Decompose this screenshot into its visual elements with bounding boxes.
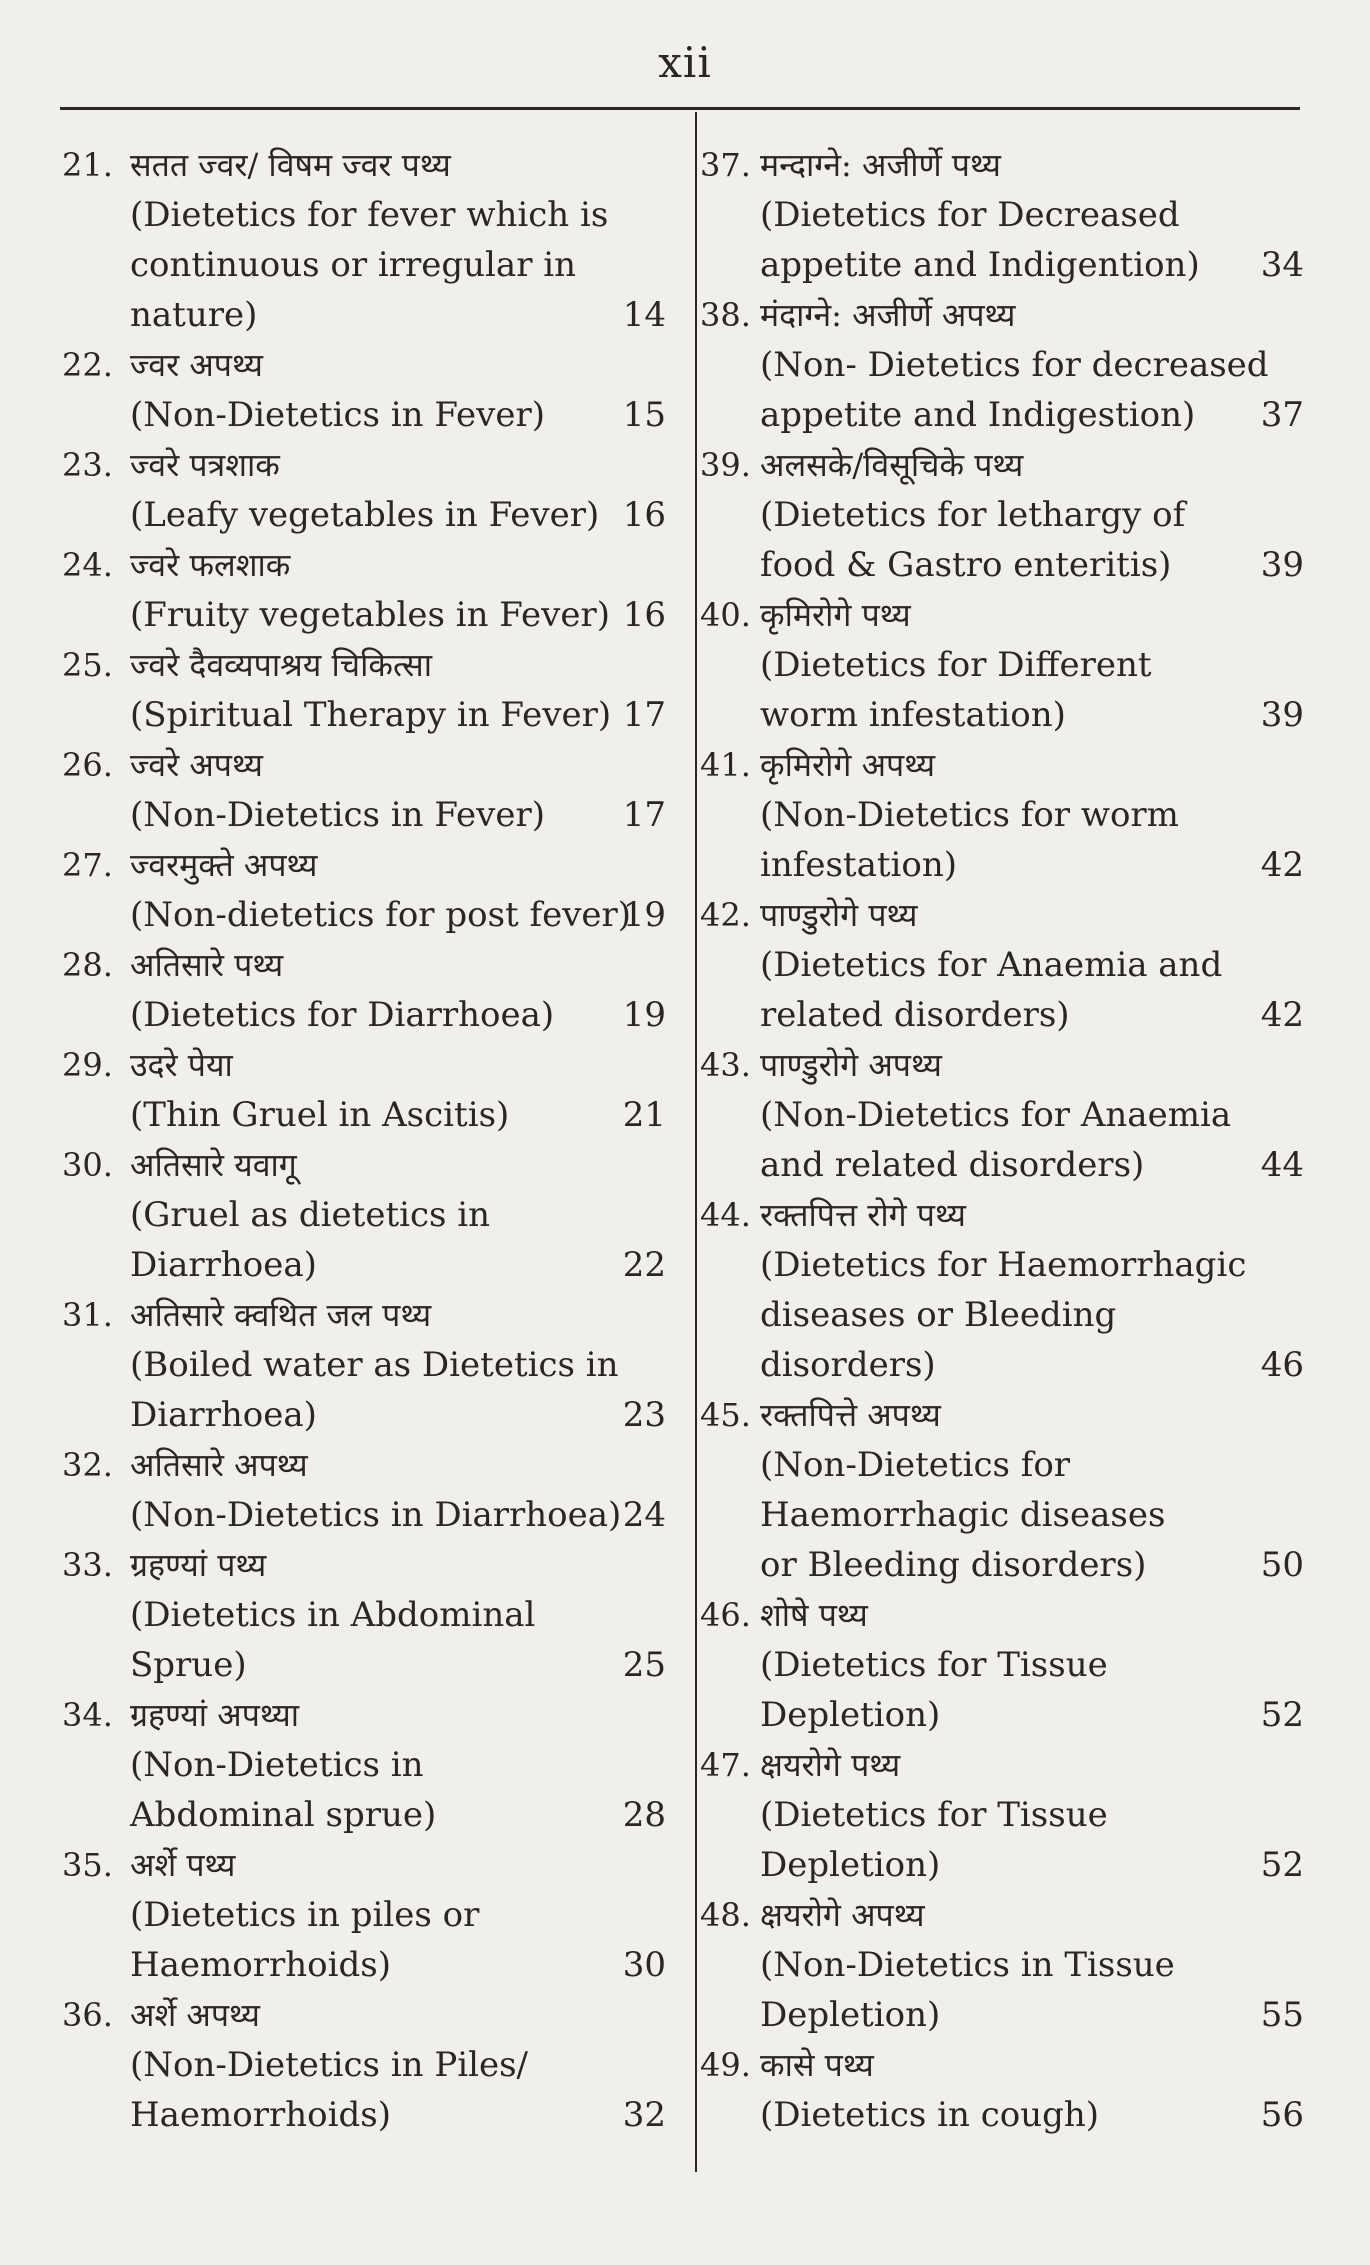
entry-description (62, 1740, 592, 1840)
entry-number: 27. (62, 846, 113, 884)
entry-heading-row (700, 1390, 1230, 1440)
entry-description (700, 1790, 1230, 1890)
toc-entry (62, 1690, 672, 1840)
entry-description-line: Haemorrhoids) (130, 1945, 391, 1985)
entry-heading-row (62, 1440, 592, 1490)
entry-page-number: 22 (622, 1245, 666, 1285)
entry-description (700, 2090, 1230, 2140)
entry-description-line: nature) (130, 295, 258, 335)
entry-page-number: 52 (1260, 1695, 1304, 1735)
entry-page-number: 16 (622, 495, 666, 535)
entry-description-line: Sprue) (130, 1645, 247, 1685)
entry-page-number: 46 (1260, 1345, 1304, 1385)
entry-number: 29. (62, 1046, 113, 1084)
entry-heading-row (62, 1290, 592, 1340)
toc-entry (700, 740, 1310, 890)
entry-heading-row (62, 140, 592, 190)
entry-description-line: Depletion) (760, 1845, 941, 1885)
entry-page-number: 28 (622, 1795, 666, 1835)
entry-heading-row (700, 140, 1230, 190)
entry-description-line: (Dietetics for Diarrhoea) (130, 995, 555, 1035)
toc-entry (62, 1040, 672, 1140)
entry-heading-row (62, 740, 592, 790)
entry-page-number: 14 (622, 295, 666, 335)
entry-number: 45. (700, 1396, 751, 1434)
entry-sanskrit-title: अतिसारे क्वथित जल पथ्य (130, 1296, 432, 1334)
entry-description-line: (Gruel as dietetics in (130, 1195, 491, 1235)
entry-page-number: 30 (622, 1945, 666, 1985)
entry-heading-row (62, 540, 592, 590)
toc-entry (700, 1590, 1310, 1740)
entry-heading-row (62, 1040, 592, 1090)
entry-sanskrit-title: रक्तपित्त रोगे पथ्य (760, 1196, 966, 1234)
entry-number: 26. (62, 746, 113, 784)
entry-description-line: Abdominal sprue) (130, 1795, 437, 1835)
entry-description-line: infestation) (760, 845, 958, 885)
entry-page-number: 19 (622, 895, 666, 935)
entry-number: 24. (62, 546, 113, 584)
toc-entry (62, 1990, 672, 2140)
entry-heading-row (700, 2040, 1230, 2090)
entry-number: 23. (62, 446, 113, 484)
entry-description-line: or Bleeding disorders) (760, 1545, 1147, 1585)
entry-heading-row (62, 1140, 592, 1190)
entry-heading-row (62, 440, 592, 490)
entry-number: 22. (62, 346, 113, 384)
toc-entry (62, 1840, 672, 1990)
entry-description-line: Haemorrhagic diseases (760, 1495, 1166, 1535)
entry-page-number: 39 (1260, 545, 1304, 585)
entry-description (62, 1090, 592, 1140)
entry-sanskrit-title: शोषे पथ्य (760, 1596, 868, 1634)
entry-sanskrit-title: ग्रहण्यां पथ्य (130, 1546, 267, 1584)
entry-number: 36. (62, 1996, 113, 2034)
entry-sanskrit-title: कृमिरोगे अपथ्य (760, 746, 936, 784)
entry-description-line: (Fruity vegetables in Fever) (130, 595, 611, 635)
entry-description-line: Depletion) (760, 1995, 941, 2035)
entry-description (700, 1090, 1230, 1190)
entry-description (700, 1940, 1230, 2040)
entry-description-line: (Non-Dietetics in (130, 1745, 424, 1785)
entry-description-line: diseases or Bleeding (760, 1295, 1117, 1335)
entry-sanskrit-title: ज्वरमुक्ते अपथ्य (130, 846, 318, 884)
entry-description-line: (Leafy vegetables in Fever) (130, 495, 600, 535)
entry-description-line: (Dietetics for Anaemia and (760, 945, 1223, 985)
entry-description-line: (Dietetics for fever which is (130, 195, 609, 235)
entry-sanskrit-title: पाण्डुरोगे अपथ्य (760, 1046, 942, 1084)
entry-description-line: (Non-Dietetics in Fever) (130, 395, 546, 435)
entry-page-number: 24 (622, 1495, 666, 1535)
toc-entry (700, 1390, 1310, 1590)
entry-sanskrit-title: कासे पथ्य (760, 2046, 874, 2084)
entry-page-number: 17 (622, 795, 666, 835)
entry-page-number: 55 (1260, 1995, 1304, 2035)
right-column (700, 140, 1310, 2140)
toc-entry (62, 1140, 672, 1290)
entry-description (700, 640, 1230, 740)
entry-sanskrit-title: अलसके/विसूचिके पथ्य (760, 446, 1024, 484)
toc-entry (62, 940, 672, 1040)
toc-entry (700, 440, 1310, 590)
entry-heading-row (700, 1190, 1230, 1240)
entry-sanskrit-title: अर्शे अपथ्य (130, 1996, 260, 2034)
toc-entry (62, 640, 672, 740)
entry-description-line: (Thin Gruel in Ascitis) (130, 1095, 510, 1135)
toc-entry (700, 1890, 1310, 2040)
entry-description (700, 940, 1230, 1040)
toc-entry (700, 1040, 1310, 1190)
entry-page-number: 52 (1260, 1845, 1304, 1885)
toc-entry (62, 1540, 672, 1690)
entry-description-line: (Dietetics in cough) (760, 2095, 1100, 2135)
entry-description-line: disorders) (760, 1345, 936, 1385)
entry-number: 33. (62, 1546, 113, 1584)
entry-page-number: 19 (622, 995, 666, 1035)
entry-number: 41. (700, 746, 751, 784)
entry-page-number: 16 (622, 595, 666, 635)
entry-heading-row (62, 1840, 592, 1890)
entry-description-line: (Non-Dietetics for Anaemia (760, 1095, 1232, 1135)
entry-number: 30. (62, 1146, 113, 1184)
entry-page-number: 25 (622, 1645, 666, 1685)
entry-description (62, 590, 611, 640)
entry-description-line: (Non-dietetics for post fever) (130, 895, 632, 935)
entry-number: 25. (62, 646, 113, 684)
entry-description-line: (Dietetics for Decreased (760, 195, 1180, 235)
entry-description-line: Haemorrhoids) (130, 2095, 391, 2135)
entry-description-line: related disorders) (760, 995, 1070, 1035)
entry-description-line: (Non-Dietetics in Piles/ (130, 2045, 528, 2085)
entry-description (62, 1340, 619, 1440)
entry-page-number: 44 (1260, 1145, 1304, 1185)
entry-heading-row (62, 640, 592, 690)
entry-description-line: (Non-Dietetics in Fever) (130, 795, 546, 835)
entry-description-line: Diarrhoea) (130, 1395, 317, 1435)
entry-number: 49. (700, 2046, 751, 2084)
entry-sanskrit-title: ज्वरे दैवव्यपाश्रय चिकित्सा (130, 646, 433, 684)
entry-heading-row (700, 1890, 1230, 1940)
entry-heading-row (700, 590, 1230, 640)
entry-page-number: 37 (1260, 395, 1304, 435)
entry-heading-row (700, 1590, 1230, 1640)
entry-sanskrit-title: पाण्डुरोगे पथ्य (760, 896, 918, 934)
entry-page-number: 17 (622, 695, 666, 735)
entry-description-line: (Dietetics in piles or (130, 1895, 480, 1935)
entry-description-line: (Non-Dietetics for worm (760, 795, 1179, 835)
entry-page-number: 21 (622, 1095, 666, 1135)
entry-number: 48. (700, 1896, 751, 1934)
entry-number: 21. (62, 146, 113, 184)
entry-sanskrit-title: मन्दाग्ने: अजीर्णे पथ्य (760, 146, 1001, 184)
entry-description-line: (Non-Dietetics for (760, 1445, 1071, 1485)
entry-sanskrit-title: मंदाग्ने: अजीर्णे अपथ्य (760, 296, 1016, 334)
entry-description-line: Depletion) (760, 1695, 941, 1735)
entry-sanskrit-title: ज्वर अपथ्य (130, 346, 263, 384)
entry-sanskrit-title: क्षयरोगे अपथ्य (760, 1896, 925, 1934)
entry-description (62, 390, 592, 440)
entry-description-line: and related disorders) (760, 1145, 1145, 1185)
entry-description-line: (Dietetics in Abdominal (130, 1595, 536, 1635)
entry-description (700, 1640, 1230, 1740)
entry-description (62, 490, 600, 540)
toc-entry (700, 890, 1310, 1040)
entry-description (62, 690, 612, 740)
left-column (62, 140, 672, 2140)
entry-page-number: 23 (622, 1395, 666, 1435)
toc-entry (700, 590, 1310, 740)
entry-sanskrit-title: सतत ज्वर/ विषम ज्वर पथ्य (130, 146, 451, 184)
entry-description (700, 1240, 1247, 1390)
entry-sanskrit-title: अतिसारे पथ्य (130, 946, 284, 984)
entry-description-line: (Boiled water as Dietetics in (130, 1345, 619, 1385)
entry-description (62, 1890, 592, 1990)
entry-description (62, 890, 632, 940)
entry-number: 44. (700, 1196, 751, 1234)
entry-heading-row (62, 940, 592, 990)
entry-heading-row (700, 1740, 1230, 1790)
entry-description (700, 190, 1230, 290)
entry-description (62, 190, 609, 340)
toc-entry (62, 540, 672, 640)
entry-description (62, 1190, 592, 1290)
entry-description (62, 790, 592, 840)
top-rule (60, 107, 1300, 110)
toc-entry (700, 290, 1310, 440)
page-number: xii (658, 38, 712, 87)
entry-number: 47. (700, 1746, 751, 1784)
toc-entry (62, 840, 672, 940)
entry-sanskrit-title: ज्वरे फलशाक (130, 546, 291, 584)
entry-description-line: Diarrhoea) (130, 1245, 317, 1285)
entry-sanskrit-title: कृमिरोगे पथ्य (760, 596, 911, 634)
entry-description-line: food & Gastro enteritis) (760, 545, 1172, 585)
entry-number: 32. (62, 1446, 113, 1484)
entry-number: 37. (700, 146, 751, 184)
entry-description-line: (Dietetics for Tissue (760, 1795, 1108, 1835)
entry-page-number: 56 (1260, 2095, 1304, 2135)
entry-description-line: (Non- Dietetics for decreased (760, 345, 1269, 385)
toc-entry (62, 140, 672, 340)
toc-entry (62, 440, 672, 540)
entry-sanskrit-title: ज्वरे अपथ्य (130, 746, 263, 784)
entry-number: 35. (62, 1846, 113, 1884)
entry-heading-row (62, 1690, 592, 1740)
toc-entry (700, 1190, 1310, 1390)
entry-number: 42. (700, 896, 751, 934)
entry-page-number: 32 (622, 2095, 666, 2135)
entry-heading-row (700, 290, 1230, 340)
entry-heading-row (62, 840, 592, 890)
toc-entry (700, 140, 1310, 290)
entry-page-number: 15 (622, 395, 666, 435)
entry-page-number: 50 (1260, 1545, 1304, 1585)
entry-description (62, 2040, 592, 2140)
toc-entry (700, 1740, 1310, 1890)
entry-description (62, 990, 592, 1040)
entry-number: 38. (700, 296, 751, 334)
entry-heading-row (62, 1540, 592, 1590)
entry-number: 34. (62, 1696, 113, 1734)
entry-description (700, 490, 1230, 590)
entry-number: 40. (700, 596, 751, 634)
entry-description-line: (Dietetics for lethargy of (760, 495, 1186, 535)
entry-description (62, 1490, 622, 1540)
entry-description-line: worm infestation) (760, 695, 1066, 735)
entry-description (700, 790, 1230, 890)
entry-number: 39. (700, 446, 751, 484)
entry-page-number: 42 (1260, 995, 1304, 1035)
entry-heading-row (700, 740, 1230, 790)
column-divider (695, 112, 697, 2172)
entry-description (62, 1590, 592, 1690)
entry-number: 31. (62, 1296, 113, 1334)
entry-heading-row (700, 890, 1230, 940)
entry-description-line: (Spiritual Therapy in Fever) (130, 695, 612, 735)
entry-heading-row (62, 1990, 592, 2040)
entry-heading-row (700, 440, 1230, 490)
toc-entry (62, 1440, 672, 1540)
entry-sanskrit-title: अर्शे पथ्य (130, 1846, 236, 1884)
toc-entry (700, 2040, 1310, 2140)
entry-sanskrit-title: रक्तपित्ते अपथ्य (760, 1396, 941, 1434)
entry-description-line: (Dietetics for Tissue (760, 1645, 1108, 1685)
entry-description (700, 340, 1269, 440)
entry-heading-row (700, 1040, 1230, 1090)
entry-description-line: (Non-Dietetics in Tissue (760, 1945, 1175, 1985)
toc-entry (62, 740, 672, 840)
toc-entry (62, 1290, 672, 1440)
entry-sanskrit-title: ज्वरे पत्रशाक (130, 446, 280, 484)
entry-description (700, 1440, 1230, 1590)
entry-sanskrit-title: अतिसारे अपथ्य (130, 1446, 308, 1484)
entry-page-number: 34 (1260, 245, 1304, 285)
entry-description-line: continuous or irregular in (130, 245, 577, 285)
entry-description-line: appetite and Indigention) (760, 245, 1200, 285)
entry-number: 43. (700, 1046, 751, 1084)
entry-sanskrit-title: ग्रहण्यां अपथ्या (130, 1696, 300, 1734)
entry-description-line: (Non-Dietetics in Diarrhoea) (130, 1495, 622, 1535)
toc-entry (62, 340, 672, 440)
entry-sanskrit-title: क्षयरोगे पथ्य (760, 1746, 901, 1784)
entry-page-number: 39 (1260, 695, 1304, 735)
entry-number: 28. (62, 946, 113, 984)
entry-description-line: appetite and Indigestion) (760, 395, 1196, 435)
entry-heading-row (62, 340, 592, 390)
entry-description-line: (Dietetics for Haemorrhagic (760, 1245, 1247, 1285)
entry-page-number: 42 (1260, 845, 1304, 885)
entry-sanskrit-title: अतिसारे यवागू (130, 1146, 297, 1184)
entry-number: 46. (700, 1596, 751, 1634)
entry-sanskrit-title: उदरे पेया (130, 1046, 233, 1084)
entry-description-line: (Dietetics for Different (760, 645, 1152, 685)
